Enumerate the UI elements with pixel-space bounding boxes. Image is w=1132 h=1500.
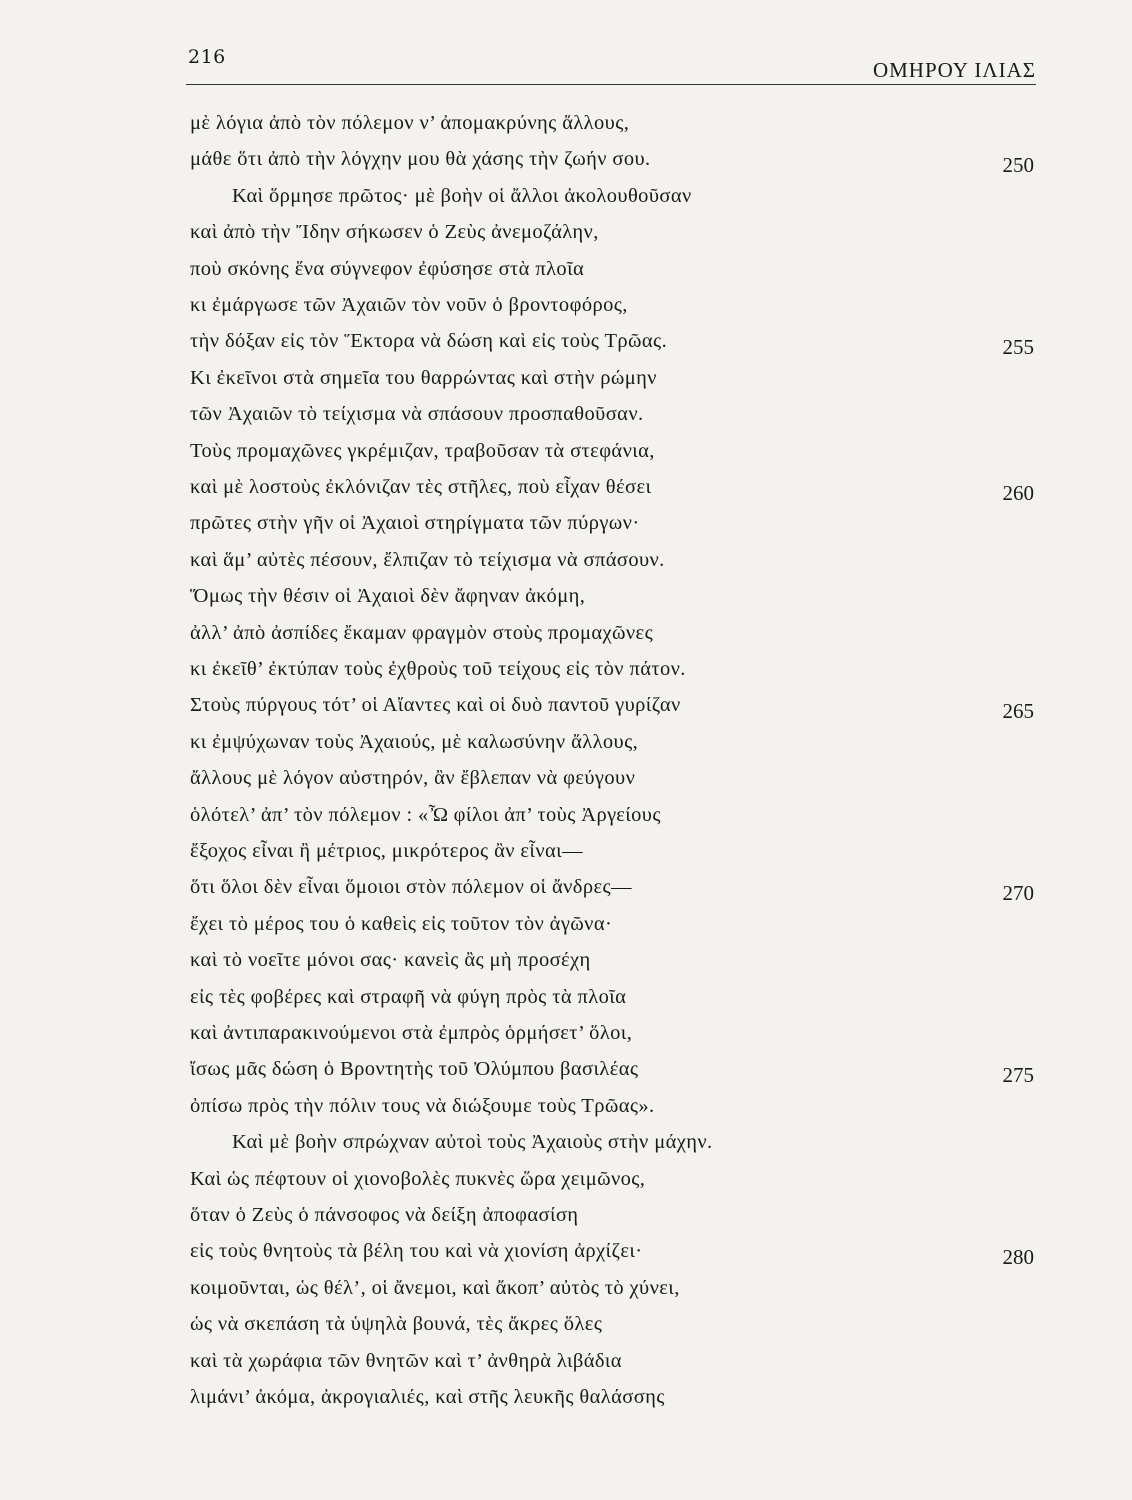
poem-line: Στοὺς πύργους τότ’ οἱ Αἴαντες καὶ οἱ δυὸ παντοῦ γυρίζαν bbox=[190, 694, 681, 717]
poem-line: κι ἐκεῖθ’ ἐκτύπαν τοὺς ἐχθροὺς τοῦ τείχους εἰς τὸν πάτον. bbox=[190, 658, 686, 680]
poem-line: τὴν δόξαν εἰς τὸν Ἕκτορα νὰ δώση καὶ εἰς τοὺς Τρῶας. bbox=[190, 330, 668, 353]
running-title: ΟΜΗΡΟΥ ΙΛΙΑΣ bbox=[872, 58, 1036, 82]
poem-line: καὶ μὲ λοστοὺς ἐκλόνιζαν τὲς στῆλες, ποὺ εἶχαν θέσει bbox=[190, 476, 652, 498]
poem-line: τῶν Ἀχαιῶν τὸ τείχισμα νὰ σπάσουν προσπαθοῦσαν. bbox=[190, 403, 644, 426]
poem-line: ὀπίσω πρὸς τὴν πόλιν τους νὰ διώξουμε τοὺς Τρῶας». bbox=[190, 1094, 655, 1117]
poem-line: ἔχει τὸ μέρος του ὁ καθεὶς εἰς τοῦτον τὸν ἀγῶνα· bbox=[190, 912, 613, 935]
poem-line: ὡς νὰ σκεπάση τὰ ὑψηλὰ βουνά, τὲς ἄκρες ὅλες bbox=[190, 1313, 603, 1336]
line-number: 255 bbox=[1002, 335, 1034, 360]
poem-line: ἄλλους μὲ λόγον αὐστηρόν, ἂν ἔβλεπαν νὰ φεύγουν bbox=[190, 767, 636, 790]
line-number: 275 bbox=[1002, 1063, 1034, 1088]
poem-line: πρῶτες στὴν γῆν οἱ Ἀχαιοὶ στηρίγματα τῶν πύργων· bbox=[190, 512, 640, 535]
poem-line: καὶ ἀπὸ τὴν Ἴδην σήκωσεν ὁ Ζεὺς ἀνεμοζάλην, bbox=[190, 221, 599, 244]
poem-line: ἀλλ’ ἀπὸ ἀσπίδες ἔκαμαν φραγμὸν στοὺς προμαχῶνες bbox=[190, 621, 654, 644]
poem-line: ἴσως μᾶς δώση ὁ Βροντητὴς τοῦ Ὀλύμπου βασιλέας bbox=[190, 1058, 639, 1081]
poem-line: καὶ τὰ χωράφια τῶν θνητῶν καὶ τ’ ἀνθηρὰ λιβάδια bbox=[190, 1349, 622, 1372]
poem-line: Καὶ ὅρμησε πρῶτος· μὲ βοὴν οἱ ἄλλοι ἀκολουθοῦσαν bbox=[232, 184, 692, 207]
line-number: 280 bbox=[1002, 1245, 1034, 1270]
line-number: 260 bbox=[1002, 481, 1034, 505]
poem-line: καὶ ἀντιπαρακινούμενοι στὰ ἐμπρὸς ὁρμήσετ’ ὅλοι, bbox=[190, 1022, 633, 1044]
poem-line: κι ἐμάργωσε τῶν Ἀχαιῶν τὸν νοῦν ὁ βροντοφόρος, bbox=[190, 294, 628, 316]
poem-line: Ὅμως τὴν θέσιν οἱ Ἀχαιοὶ δὲν ἄφηναν ἀκόμη, bbox=[190, 585, 586, 608]
poem-line: καὶ ἅμ’ αὐτὲς πέσουν, ἔλπιζαν τὸ τείχισμα νὰ σπάσουν. bbox=[190, 548, 665, 571]
line-number: 270 bbox=[1002, 881, 1034, 906]
poem-line: κοιμοῦνται, ὡς θέλ’, οἱ ἄνεμοι, καὶ ἄκοπ’ αὐτὸς τὸ χύνει, bbox=[190, 1276, 680, 1299]
poem-line: ἔξοχος εἶναι ἢ μέτριος, μικρότερος ἂν εἶναι— bbox=[190, 840, 583, 862]
poem-line: εἰς τοὺς θνητοὺς τὰ βέλη του καὶ νὰ χιονίση ἀρχίζει· bbox=[190, 1240, 643, 1263]
poem-line: Καὶ μὲ βοὴν σπρώχναν αὐτοὶ τοὺς Ἀχαιοὺς στὴν μάχην. bbox=[232, 1131, 713, 1154]
line-number: 250 bbox=[1002, 153, 1034, 178]
poem-line: ποὺ σκόνης ἕνα σύγνεφον ἐφύσησε στὰ πλοῖα bbox=[190, 257, 585, 280]
poem-line: μάθε ὅτι ἀπὸ τὴν λόγχην μου θὰ χάσης τὴν ζωήν σου. bbox=[190, 148, 651, 171]
poem-line: Καὶ ὡς πέφτουν οἱ χιονοβολὲς πυκνὲς ὥρα χειμῶνος, bbox=[190, 1167, 646, 1190]
poem-line: Τοὺς προμαχῶνες γκρέμιζαν, τραβοῦσαν τὰ στεφάνια, bbox=[190, 439, 655, 462]
poem-line: εἰς τὲς φοβέρες καὶ στραφῆ νὰ φύγη πρὸς τὰ πλοῖα bbox=[190, 985, 627, 1008]
poem-line: κι ἐμψύχωναν τοὺς Ἀχαιούς, μὲ καλωσύνην ἄλλους, bbox=[190, 730, 639, 753]
poem-line: καὶ τὸ νοεῖτε μόνοι σας· κανεὶς ἂς μὴ προσέχη bbox=[190, 949, 591, 972]
poem-line: μὲ λόγια ἀπὸ τὸν πόλεμον ν’ ἀπομακρύνης ἄλλους, bbox=[190, 112, 630, 134]
poem-line: Κι ἐκεῖνοι στὰ σημεῖα του θαρρώντας καὶ στὴν ρώμην bbox=[190, 366, 657, 389]
page-number: 216 bbox=[188, 46, 226, 68]
page-header bbox=[186, 40, 1036, 90]
poem-line: λιμάνι’ ἀκόμα, ἀκρογιαλιές, καὶ στῆς λευκῆς θαλάσσης bbox=[190, 1386, 665, 1408]
line-number: 265 bbox=[1002, 699, 1034, 724]
poem-line: ὅταν ὁ Ζεὺς ὁ πάνσοφος νὰ δείξη ἀποφασίση bbox=[190, 1204, 579, 1226]
poem-line: ὅτι ὅλοι δὲν εἶναι ὅμοιοι στὸν πόλεμον οἱ ἄνδρες— bbox=[190, 876, 632, 899]
poem-line: ὁλότελ’ ἀπ’ τὸν πόλεμον : «Ὦ φίλοι ἀπ’ τοὺς Ἀργείους bbox=[190, 803, 661, 826]
header-rule bbox=[186, 84, 1036, 85]
